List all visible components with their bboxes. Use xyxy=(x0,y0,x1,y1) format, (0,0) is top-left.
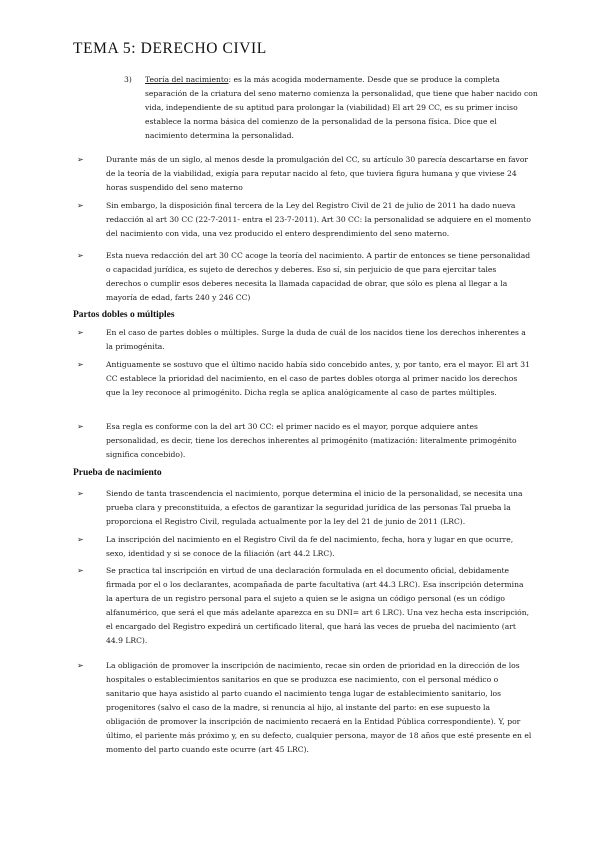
arrow-bullet-icon: ➢ xyxy=(77,360,84,369)
bullet-paragraph xyxy=(77,659,532,757)
section-heading-partos: Partos dobles o múltiples xyxy=(73,310,175,320)
arrow-bullet-icon: ➢ xyxy=(77,201,84,210)
paragraph-text: La obligación de promover la inscripción de nacimiento, recae sin orden de prioridad en la dirección de los hospitales o establecimientos sanitarios en que se produzca ese nacimiento, con el personal médico o sanitario que haya asistido al parto cuando el nacimiento tenga lugar de establecimiento sanitario, los progenitores (salvo el caso de la madre, si renuncia al hijo, al instante del parto: en ese supuesto la obligación de promover la inscripción de nacimiento recaerá en la Entidad Pública correspondiente). Y, por último, el pariente más próximo y, en su defecto, cualquier persona, mayor de 18 años que esté presente en el momento del parto cuando este ocurre (art 45 LRC). xyxy=(106,661,532,754)
paragraph-text: Esta nueva redacción del art 30 CC acoge la teoría del nacimiento. A partir de entonces se tiene personalidad o capacidad jurídica, es sujeto de derechos y deberes. Eso sí, sin perjuicio de que para ejercitar tales derechos o cumplir esos deberes necesita la llamada capacidad de obrar, que sólo es plena al llegar a la mayoría de edad, farts 240 y 246 CC) xyxy=(106,251,531,302)
arrow-bullet-icon: ➢ xyxy=(77,566,84,575)
arrow-bullet-icon: ➢ xyxy=(77,251,84,260)
item-term: Teoría del nacimiento xyxy=(145,75,229,84)
bullet-paragraph xyxy=(77,533,532,561)
arrow-bullet-icon: ➢ xyxy=(77,535,84,544)
item-text xyxy=(145,73,538,143)
bullet-paragraph xyxy=(77,153,532,195)
numbered-item-teoria-nacimiento xyxy=(118,73,538,143)
bullet-paragraph xyxy=(77,249,532,305)
item-number: 3) xyxy=(124,75,132,84)
paragraph-text: Durante más de un siglo, al menos desde la promulgación del CC, su artículo 30 parecía descartarse en favor de la teoría de la viabilidad, exigía para reputar nacido al feto, que tuviera figura humana y que viviese 24 horas suspendido del seno materno xyxy=(106,155,529,192)
bullet-paragraph xyxy=(77,358,532,400)
arrow-bullet-icon: ➢ xyxy=(77,155,84,164)
paragraph-text: Siendo de tanta trascendencia el nacimiento, porque determina el inicio de la personalidad, se necesita una prueba clara y preconstituida, a efectos de garantizar la seguridad jurídica de las personas Tal prueba la proporciona el Registro Civil, regulada actualmente por la ley del 21 de junio de 2011 (LRC). xyxy=(106,489,523,526)
paragraph-text: Esa regla es conforme con la del art 30 CC: el primer nacido es el mayor, porque adquiere antes personalidad, es decir, tiene los derechos inherentes al primogénito (matización: literalmente primogénito significa concebido). xyxy=(106,422,517,459)
section-heading-prueba: Prueba de nacimiento xyxy=(73,468,162,478)
arrow-bullet-icon: ➢ xyxy=(77,661,84,670)
bullet-paragraph xyxy=(77,564,532,648)
bullet-paragraph xyxy=(77,420,532,462)
item-body: : es la más acogida modernamente. Desde que se produce la completa separación de la criatura del seno materno comienza la personalidad, que tiene que haber nacido con vida, independiente de su aptitud para prolongar la (viabilidad) El art 29 CC, es su primer inciso establece la norma básica del comienzo de la personalidad de la persona física. Dice que el nacimiento determina la personalidad. xyxy=(145,75,538,140)
bullet-paragraph xyxy=(77,199,532,241)
page-title: TEMA 5: DERECHO CIVIL xyxy=(73,40,267,57)
paragraph-text: En el caso de partes dobles o múltiples. Surge la duda de cuál de los nacidos tiene los derechos inherentes a la primogénita. xyxy=(106,328,526,351)
paragraph-text: Sin embargo, la disposición final tercera de la Ley del Registro Civil de 21 de julio de 2011 ha dado nueva redacción al art 30 CC (22-7-2011- entra el 23-7-2011). Art 30 CC: la personalidad se adquiere en el momento del nacimiento con vida, una vez producido el entero desprendimiento del seno materno. xyxy=(106,201,531,238)
paragraph-text: Se practica tal inscripción en virtud de una declaración formulada en el documento oficial, debidamente firmada por el o los declarantes, acompañada de parte facultativa (art 44.3 LRC). Esa inscripción determina la apertura de un registro personal para el sujeto a quien se le asigna un código personal (es un código alfanumérico, que será el que más adelante aparezca en su DNI= art 6 LRC). Una vez hecha esta inscripción, el encargado del Registro expedirá un certificado literal, que hará las veces de prueba del nacimiento (art 44.9 LRC). xyxy=(106,566,530,645)
paragraph-text: La inscripción del nacimiento en el Registro Civil da fe del nacimiento, fecha, hora y lugar en que ocurre, sexo, identidad y si se conoce de la filiación (art 44.2 LRC). xyxy=(106,535,514,558)
arrow-bullet-icon: ➢ xyxy=(77,328,84,337)
paragraph-text: Antiguamente se sostuvo que el último nacido había sido concebido antes, y, por tanto, era el mayor. El art 31 CC establece la prioridad del nacimiento, en el caso de partes dobles otorga al primer nacido los derechos que la ley reconoce al primogénito. Dicha regla se aplica analógicamente al caso de partes múltiples. xyxy=(106,360,530,397)
bullet-paragraph xyxy=(77,487,532,529)
arrow-bullet-icon: ➢ xyxy=(77,489,84,498)
arrow-bullet-icon: ➢ xyxy=(77,422,84,431)
bullet-paragraph xyxy=(77,326,532,354)
